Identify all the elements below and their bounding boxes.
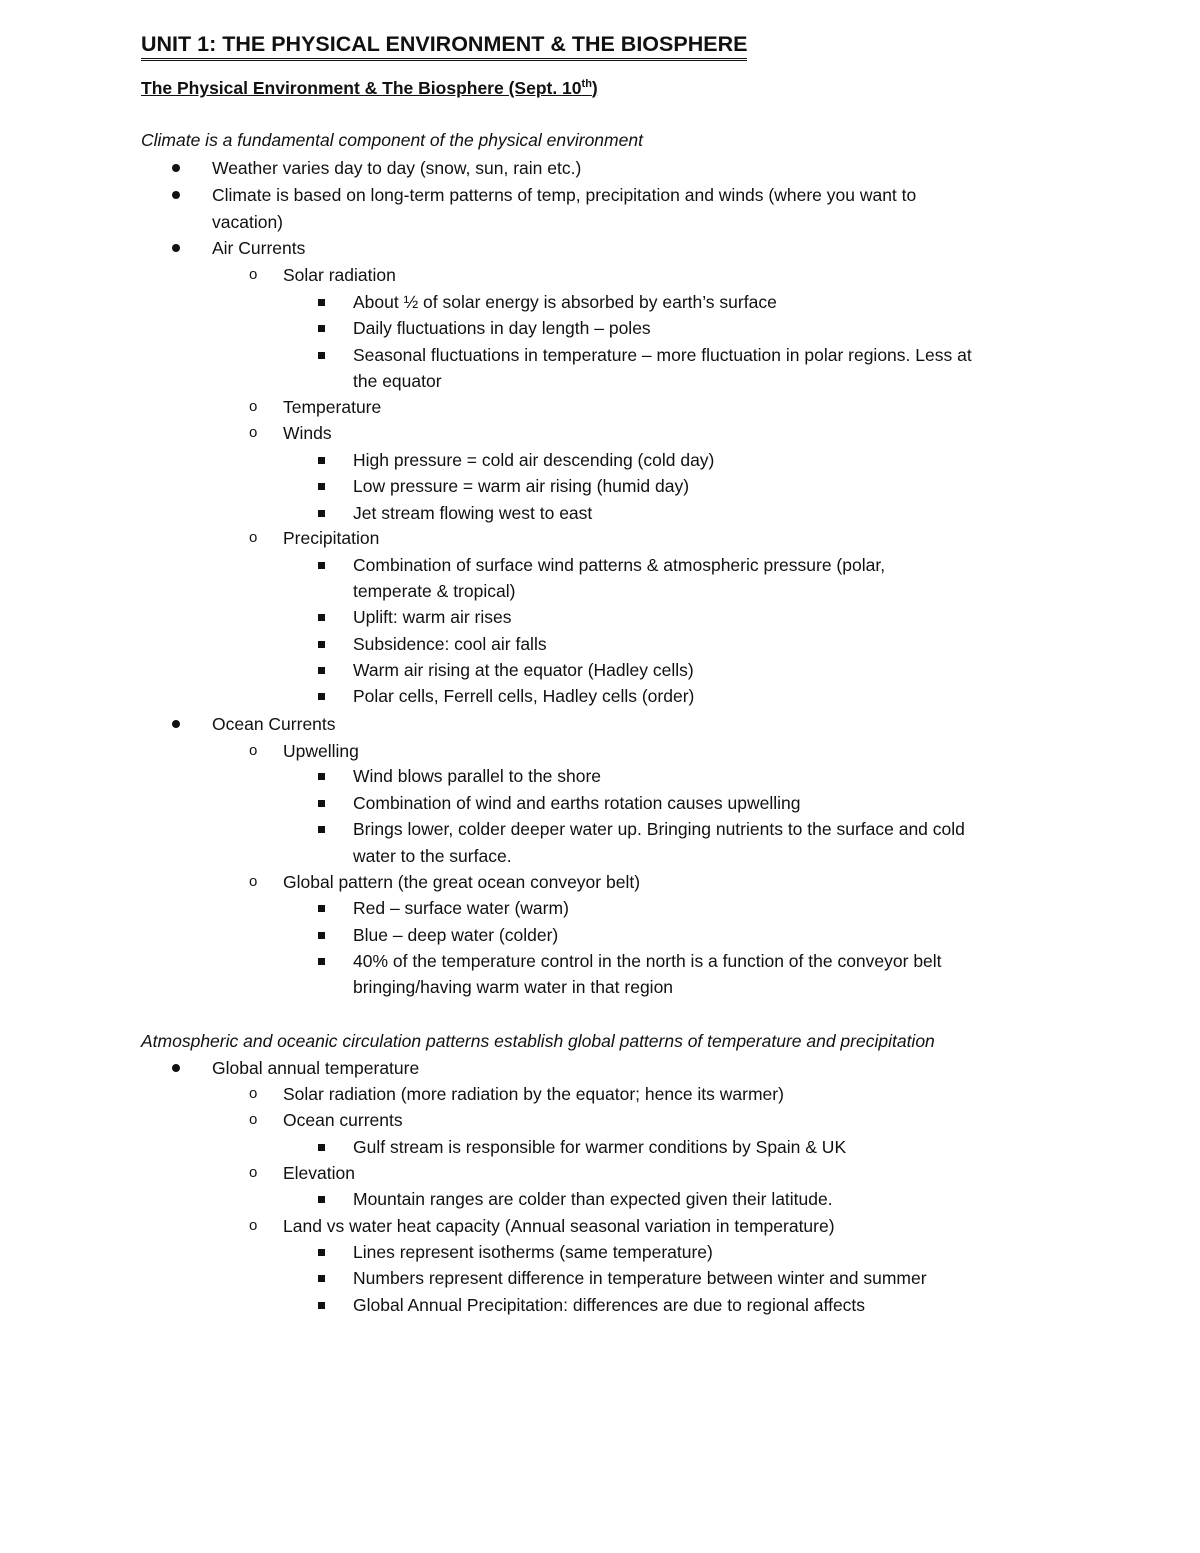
bullet-square-icon — [318, 614, 325, 621]
bullet-dot-icon — [172, 244, 180, 252]
bullet-square-icon — [318, 325, 325, 332]
bullet-circle-icon: o — [249, 873, 258, 890]
list-item: 40% of the temperature control in the north is a function of the conveyor belt — [353, 951, 942, 971]
bullet-dot-icon — [172, 191, 180, 199]
list-item: Solar radiation (more radiation by the equator; hence its warmer) — [283, 1084, 784, 1104]
bullet-square-icon — [318, 457, 325, 464]
list-item: Air Currents — [212, 238, 306, 258]
list-item: Winds — [283, 423, 332, 443]
bullet-circle-icon: o — [249, 1164, 258, 1181]
list-item: Gulf stream is responsible for warmer conditions by Spain & UK — [353, 1137, 847, 1157]
list-item-continuation: temperate & tropical) — [353, 581, 516, 601]
list-item: Land vs water heat capacity (Annual seasonal variation in temperature) — [283, 1216, 835, 1236]
section-heading-circulation: Atmospheric and oceanic circulation patterns establish global patterns of temperature and precipitation — [141, 1031, 935, 1051]
list-item: High pressure = cold air descending (cold day) — [353, 450, 715, 470]
list-item: Wind blows parallel to the shore — [353, 766, 602, 786]
bullet-dot-icon — [172, 1064, 180, 1072]
bullet-circle-icon: o — [249, 398, 258, 415]
bullet-circle-icon: o — [249, 1217, 258, 1234]
bullet-square-icon — [318, 693, 325, 700]
bullet-circle-icon: o — [249, 266, 258, 283]
bullet-square-icon — [318, 1275, 325, 1282]
list-item: Global Annual Precipitation: differences are due to regional affects — [353, 1295, 866, 1315]
bullet-square-icon — [318, 800, 325, 807]
list-item: Brings lower, colder deeper water up. Bringing nutrients to the surface and cold — [353, 819, 965, 839]
bullet-circle-icon: o — [249, 742, 258, 759]
list-item: Climate is based on long-term patterns of temp, precipitation and winds (where you want to — [212, 185, 917, 205]
list-item: Combination of surface wind patterns & atmospheric pressure (polar, — [353, 555, 886, 575]
bullet-square-icon — [318, 352, 325, 359]
list-item: Numbers represent difference in temperature between winter and summer — [353, 1268, 927, 1288]
list-item: Ocean Currents — [212, 714, 336, 734]
bullet-square-icon — [318, 932, 325, 939]
list-item: Global pattern (the great ocean conveyor belt) — [283, 872, 641, 892]
list-item: Temperature — [283, 397, 382, 417]
list-item: Warm air rising at the equator (Hadley cells) — [353, 660, 694, 680]
bullet-square-icon — [318, 773, 325, 780]
bullet-square-icon — [318, 1144, 325, 1151]
list-item: Ocean currents — [283, 1110, 403, 1130]
bullet-square-icon — [318, 1196, 325, 1203]
list-item: Mountain ranges are colder than expected given their latitude. — [353, 1189, 833, 1209]
bullet-square-icon — [318, 958, 325, 965]
list-item: Subsidence: cool air falls — [353, 634, 547, 654]
bullet-dot-icon — [172, 720, 180, 728]
list-item-continuation: the equator — [353, 371, 442, 391]
list-item: Solar radiation — [283, 265, 396, 285]
list-item: Red – surface water (warm) — [353, 898, 569, 918]
list-item-continuation: water to the surface. — [353, 846, 512, 866]
bullet-circle-icon: o — [249, 1085, 258, 1102]
list-item-continuation: vacation) — [212, 212, 284, 232]
list-item: Polar cells, Ferrell cells, Hadley cells (order) — [353, 686, 695, 706]
list-item: Elevation — [283, 1163, 355, 1183]
bullet-square-icon — [318, 1302, 325, 1309]
bullet-square-icon — [318, 667, 325, 674]
lecture-title — [141, 76, 598, 100]
list-item: Seasonal fluctuations in temperature – more fluctuation in polar regions. Less at — [353, 345, 972, 365]
lecture-title-text: The Physical Environment & The Biosphere (Sept. 10 — [141, 78, 582, 98]
list-item: Uplift: warm air rises — [353, 607, 512, 627]
list-item: Daily fluctuations in day length – poles — [353, 318, 651, 338]
lecture-title-close: ) — [591, 78, 598, 98]
list-item: Low pressure = warm air rising (humid day) — [353, 476, 690, 496]
section-heading-climate: Climate is a fundamental component of the physical environment — [141, 130, 643, 150]
bullet-circle-icon: o — [249, 1111, 258, 1128]
list-item: Lines represent isotherms (same temperature) — [353, 1242, 713, 1262]
list-item: Jet stream flowing west to east — [353, 503, 593, 523]
list-item: Global annual temperature — [212, 1058, 420, 1078]
bullet-square-icon — [318, 641, 325, 648]
list-item: Blue – deep water (colder) — [353, 925, 559, 945]
bullet-square-icon — [318, 483, 325, 490]
list-item: Combination of wind and earths rotation causes upwelling — [353, 793, 801, 813]
bullet-square-icon — [318, 562, 325, 569]
bullet-square-icon — [318, 1249, 325, 1256]
bullet-square-icon — [318, 905, 325, 912]
list-item: Upwelling — [283, 741, 359, 761]
bullet-square-icon — [318, 510, 325, 517]
list-item: Weather varies day to day (snow, sun, rain etc.) — [212, 158, 582, 178]
bullet-circle-icon: o — [249, 424, 258, 441]
lecture-title-superscript: th — [581, 78, 592, 91]
unit-title: UNIT 1: THE PHYSICAL ENVIRONMENT & THE BIOSPHERE — [141, 30, 747, 61]
bullet-square-icon — [318, 299, 325, 306]
list-item-continuation: bringing/having warm water in that region — [353, 977, 674, 997]
bullet-dot-icon — [172, 164, 180, 172]
bullet-circle-icon: o — [249, 529, 258, 546]
list-item: Precipitation — [283, 528, 380, 548]
list-item: About ½ of solar energy is absorbed by earth’s surface — [353, 292, 777, 312]
bullet-square-icon — [318, 826, 325, 833]
